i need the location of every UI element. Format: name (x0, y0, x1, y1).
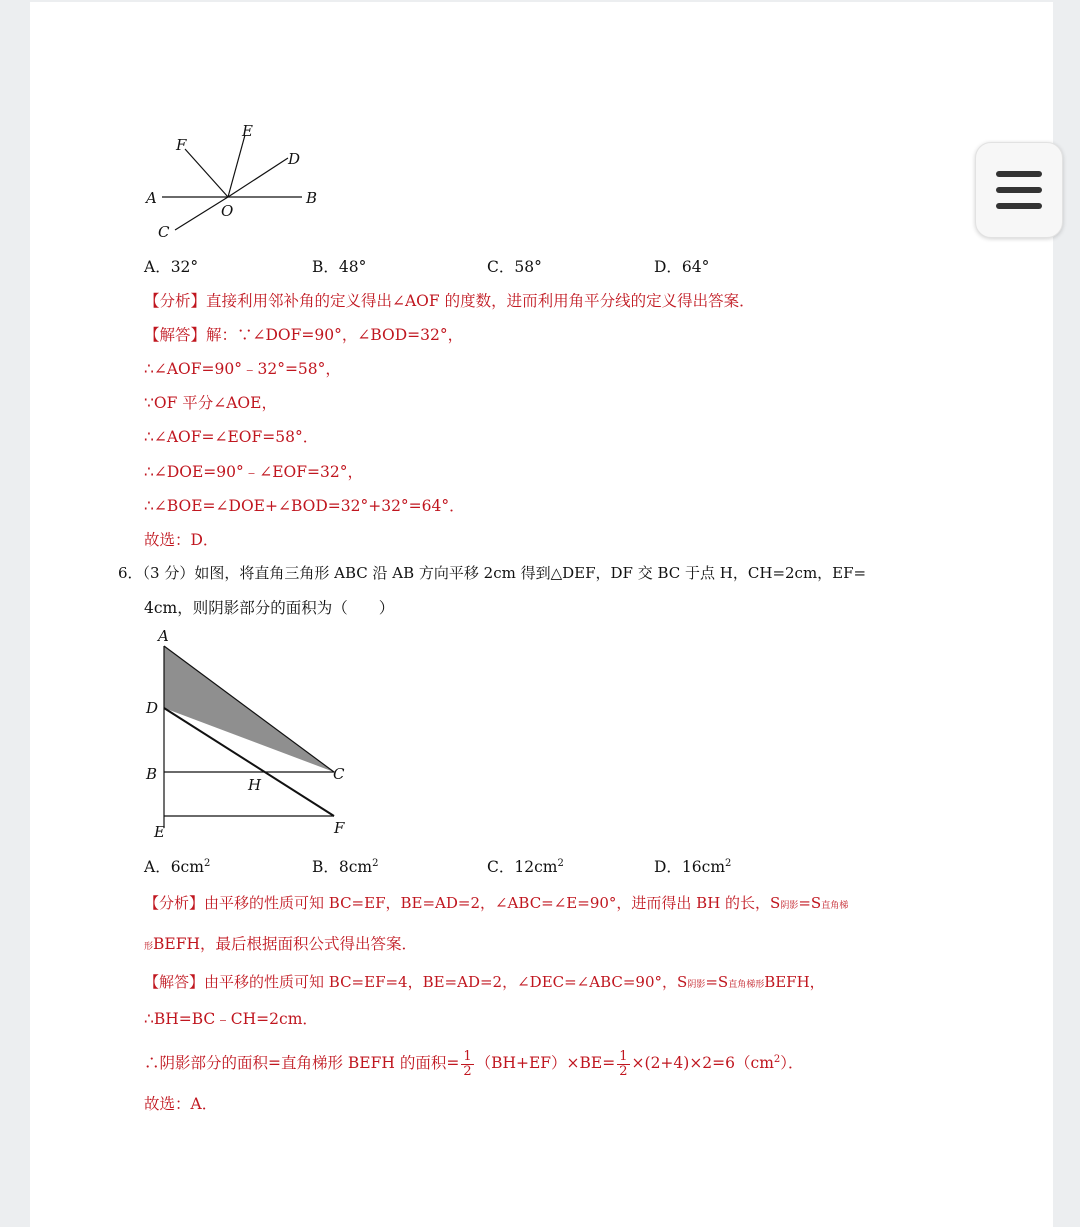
menu-icon-bar (996, 171, 1042, 177)
q6-stem-line1: 6．（3 分）如图，将直角三角形 ABC 沿 AB 方向平移 2cm 得到△DEF，DF 交 BC 于点 H，CH=2cm，EF= (118, 564, 867, 582)
label-b: B (306, 189, 318, 207)
label-f: F (176, 136, 187, 154)
q6-solution-line3: ∴阴影部分的面积=直角梯形 BEFH 的面积= $\frac{1}{2}$ （BH+EF）×BE= $\frac{1}{2}$ $\times(2+4)\times 2=6(cm^2)$． (144, 1048, 804, 1079)
q5-solution-line: ∴∠DOE=90°﹣∠EOF=32°， (144, 463, 363, 481)
triangle-figure (140, 624, 360, 844)
fraction-half: $\frac{1}{2}$ (463, 1048, 472, 1079)
q5-solution-line: ∵OF 平分∠AOE， (144, 394, 277, 412)
fraction-half: $\frac{1}{2}$ (619, 1048, 628, 1079)
option-c: C．58° (487, 258, 542, 276)
label-a: A (158, 627, 169, 645)
ray-of (185, 149, 228, 197)
label-b: B (146, 765, 158, 783)
q6-solution-line2: ∴BH=BC﹣CH=2cm． (144, 1010, 318, 1028)
option-d: D．64° (654, 258, 710, 276)
label-f: F (334, 819, 345, 837)
option-c: C．$12cm^2$ (487, 857, 564, 876)
label-e: E (242, 122, 253, 140)
q6-stem-line2: 4cm，则阴影部分的面积为（ ） (144, 599, 395, 617)
q6-analysis-line2: 形BEFH，最后根据面积公式得出答案． (144, 935, 417, 953)
label-d: D (146, 699, 159, 717)
option-d: D．$16cm^2$ (654, 857, 732, 876)
option-b: B．$8cm^2$ (312, 857, 379, 876)
q6-analysis-line1: 【分析】由平移的性质可知 BC=EF，BE=AD=2，∠ABC=∠E=90°，进而得出 BH 的长，S阴影=S直角梯 (144, 894, 849, 912)
q5-solution-line: ∴∠AOF=∠EOF=58°． (144, 428, 319, 446)
label-c: C (158, 223, 170, 241)
angle-figure (140, 118, 330, 248)
q5-solution-line: ∴∠AOF=90°﹣32°=58°， (144, 360, 341, 378)
q5-solution-line: ∴∠BOE=∠DOE+∠BOD=32°+32°=64°． (144, 497, 465, 515)
label-d: D (288, 150, 301, 168)
q5-analysis: 【分析】直接利用邻补角的定义得出∠AOF 的度数，进而利用角平分线的定义得出答案． (144, 292, 755, 310)
label-o: O (221, 202, 234, 220)
option-a: A．32° (144, 258, 199, 276)
label-h: H (248, 776, 262, 794)
q6-solution-line1: 【解答】由平移的性质可知 BC=EF=4，BE=AD=2，∠DEC=∠ABC=90°，S阴影=S直角梯形BEFH， (144, 973, 825, 991)
label-a: A (146, 189, 157, 207)
label-e: E (154, 823, 165, 841)
label-c: C (333, 765, 345, 783)
option-a: A．$6cm^2$ (144, 857, 211, 876)
menu-icon-bar (996, 203, 1042, 209)
menu-icon-bar (996, 187, 1042, 193)
q5-solution-line: 【解答】解：∵∠DOF=90°，∠BOD=32°， (144, 326, 464, 344)
q5-answer: 故选：D． (144, 531, 219, 549)
q6-answer: 故选：A． (144, 1095, 218, 1113)
option-b: B．48° (312, 258, 367, 276)
menu-button[interactable] (975, 142, 1063, 238)
